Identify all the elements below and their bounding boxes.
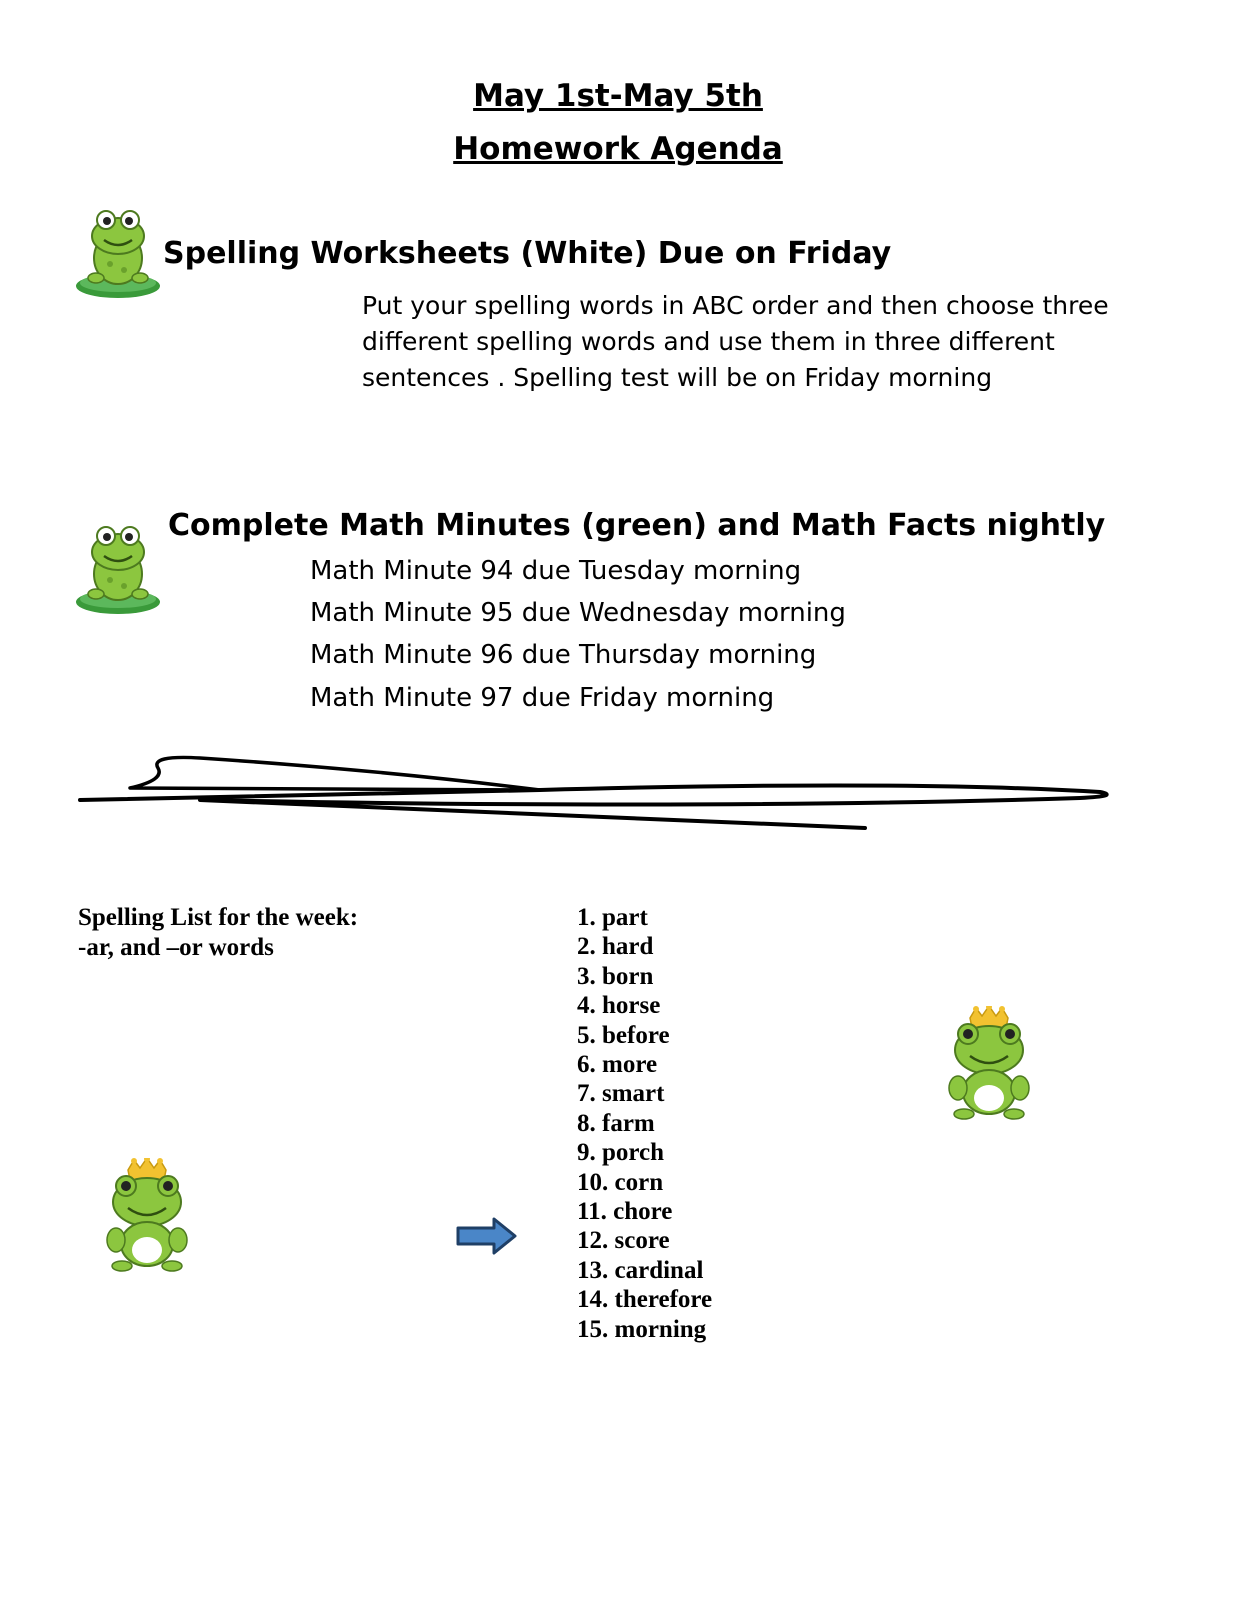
list-item: 4. horse: [577, 992, 661, 1020]
instruction-line: Put your spelling words in ABC order and then choose three: [362, 291, 1109, 320]
list-item: 7. smart: [577, 1080, 665, 1108]
frog-on-lily-pad-icon: [74, 206, 162, 304]
list-item: 1. part: [577, 904, 648, 931]
math-item: Math Minute 97 due Friday morning: [310, 683, 775, 713]
page-title: May 1st-May 5th: [473, 78, 763, 114]
list-item: 5. before: [577, 1021, 670, 1049]
list-item: 3. born: [577, 962, 654, 990]
word-list-label-line: -ar, and –or words: [78, 934, 274, 961]
right-arrow-icon: [456, 1216, 518, 1256]
math-heading: Complete Math Minutes (green) and Math Facts nightly: [168, 508, 1106, 543]
list-item: 2. hard: [577, 933, 654, 961]
spelling-word-list: [577, 903, 712, 1344]
instruction-line: sentences . Spelling test will be on Friday morning: [362, 363, 993, 392]
list-item: 15. morning: [577, 1315, 707, 1343]
list-item: 12. score: [577, 1227, 670, 1255]
frog-prince-icon: [946, 1006, 1032, 1126]
spelling-instructions: [362, 288, 1162, 396]
page-subtitle: Homework Agenda: [453, 131, 783, 167]
word-list-label: [78, 903, 358, 963]
math-item: Math Minute 94 due Tuesday morning: [310, 556, 802, 586]
word-list-label-line: Spelling List for the week:: [78, 904, 359, 931]
list-item: 8. farm: [577, 1109, 655, 1137]
math-item: Math Minute 96 due Thursday morning: [310, 640, 817, 670]
list-item: 9. porch: [577, 1139, 665, 1167]
list-item: 13. cardinal: [577, 1256, 704, 1284]
list-item: 11. chore: [577, 1198, 673, 1226]
frog-prince-icon: [104, 1158, 190, 1278]
instruction-line: different spelling words and use them in three different: [362, 327, 1055, 356]
frog-on-lily-pad-icon: [74, 522, 162, 620]
list-item: 14. therefore: [577, 1286, 713, 1314]
list-item: 10. corn: [577, 1168, 664, 1196]
scribble-divider: [0, 740, 1236, 850]
math-item: Math Minute 95 due Wednesday morning: [310, 598, 846, 628]
spelling-heading: Spelling Worksheets (White) Due on Friday: [163, 236, 892, 271]
list-item: 6. more: [577, 1051, 658, 1079]
